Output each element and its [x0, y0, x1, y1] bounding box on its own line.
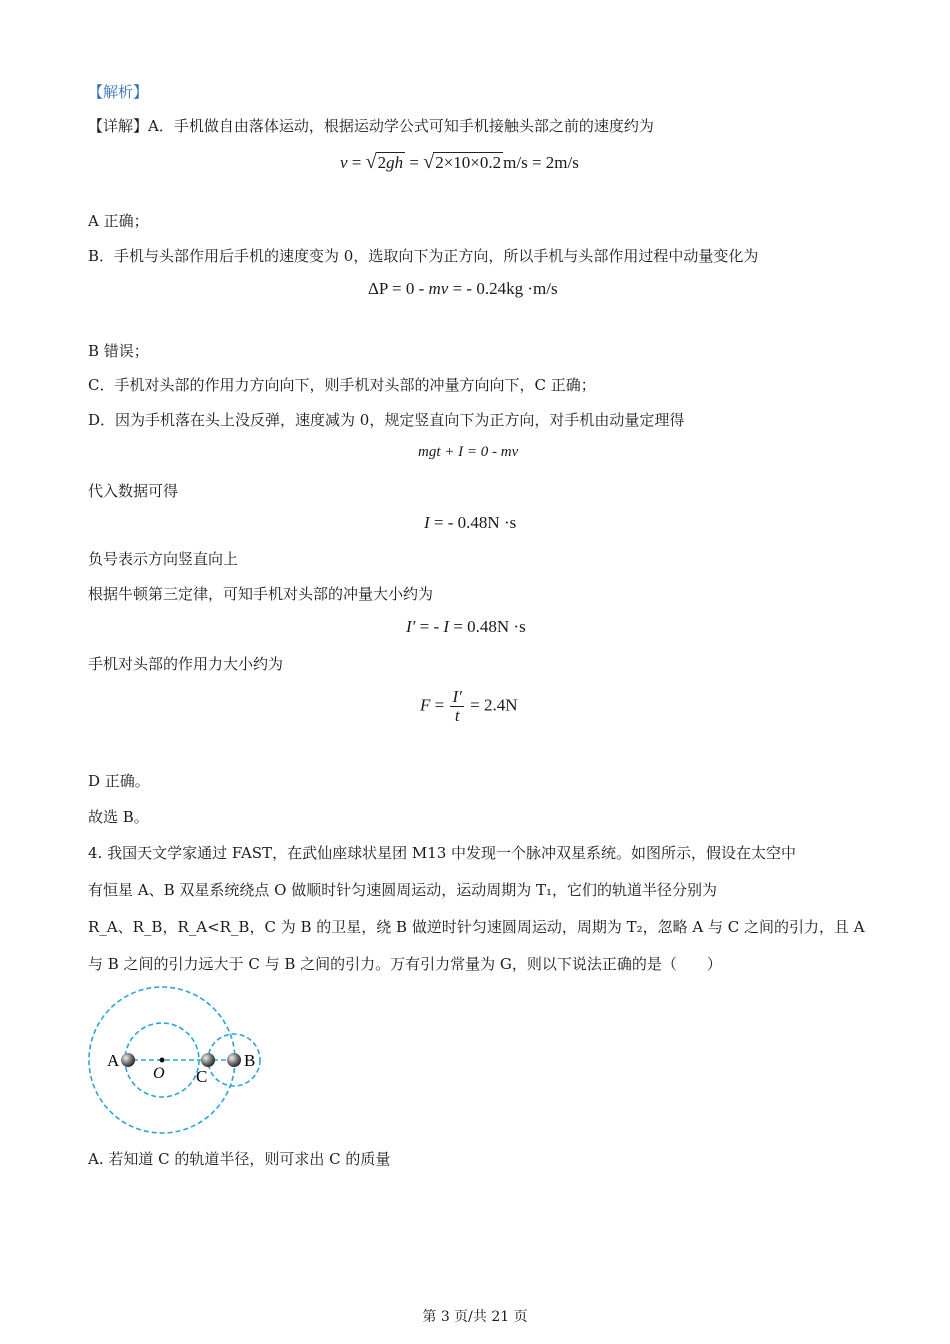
binary-star-diagram	[80, 980, 280, 1140]
newton-third-law-text: 根据牛顿第三定律，可知手机对头部的冲量大小约为	[88, 585, 434, 603]
label-b: B	[244, 1051, 256, 1070]
paragraph-a-intro	[88, 116, 654, 136]
page-footer: 第 3 页/共 21 页	[422, 1309, 528, 1325]
equation-reaction-impulse: I′ = - I = 0.48N ·s	[406, 617, 526, 636]
a-intro-text: A．手机做自由落体运动，根据运动学公式可知手机接触头部之前的速度约为	[148, 117, 654, 135]
question-4-line-2: 有恒星 A、B 双星系统绕点 O 做顺时针匀速圆周运动，运动周期为 T₁，它们的轨道半径分别为	[88, 881, 718, 899]
analysis-tag: 【解析】	[88, 83, 149, 101]
b-result: B 错误；	[88, 342, 149, 360]
detail-tag: 【详解】	[88, 117, 149, 135]
question-4-line-4: 与 B 之间的引力远大于 C 与 B 之间的引力。万有引力常量为 G，则以下说法正确的是（ ）	[88, 955, 722, 973]
equation-force: F = $\frac{I'}{t}$ = 2.4N	[420, 687, 518, 725]
label-c: C	[196, 1067, 208, 1086]
question-4-line-3: R_A、R_B，R_A<R_B，C 为 B 的卫星，绕 B 做逆时针匀速圆周运动，周期为 T₂，忽略 A 与 C 之间的引力，且 A	[88, 918, 865, 936]
paragraph-d: D．因为手机落在头上没反弹，速度减为 0，规定竖直向下为正方向，对手机由动量定理得	[88, 411, 685, 429]
equation-impulse-value: I = - 0.48N ·s	[424, 513, 517, 532]
star-b	[227, 1053, 241, 1067]
label-a: A	[107, 1051, 120, 1070]
substitute-text: 代入数据可得	[88, 482, 179, 500]
option-a: A. 若知道 C 的轨道半径，则可求出 C 的质量	[88, 1150, 391, 1168]
equation-momentum-change: ΔP = 0 - mv = - 0.24kg ·m/s	[368, 279, 558, 298]
star-a	[121, 1053, 135, 1067]
d-result: D 正确。	[88, 772, 150, 790]
paragraph-b: B．手机与头部作用后手机的速度变为 0，选取向下为正方向，所以手机与头部作用过程中动量变化为	[88, 247, 759, 265]
negative-sign-note: 负号表示方向竖直向上	[88, 550, 239, 568]
label-o: O	[153, 1065, 165, 1082]
question-4-line-1: 4. 我国天文学家通过 FAST，在武仙座球状星团 M13 中发现一个脉冲双星系统。如图所示，假设在太空中	[88, 844, 797, 862]
force-intro: 手机对头部的作用力大小约为	[88, 655, 284, 673]
fraction: $\frac{I'}{t}$	[452, 687, 462, 725]
answer-choice: 故选 B。	[88, 808, 149, 826]
satellite-c	[201, 1053, 215, 1067]
equation-velocity: v = √2gh = √2×10×0.2 m/s = 2m/s	[340, 151, 579, 173]
center-o-dot	[160, 1058, 165, 1063]
a-result: A 正确；	[88, 212, 149, 230]
paragraph-c: C．手机对头部的作用力方向向下，则手机对头部的冲量方向向下，C 正确；	[88, 376, 596, 394]
equation-impulse-theorem: mgt + I = 0 - mv	[418, 444, 519, 460]
